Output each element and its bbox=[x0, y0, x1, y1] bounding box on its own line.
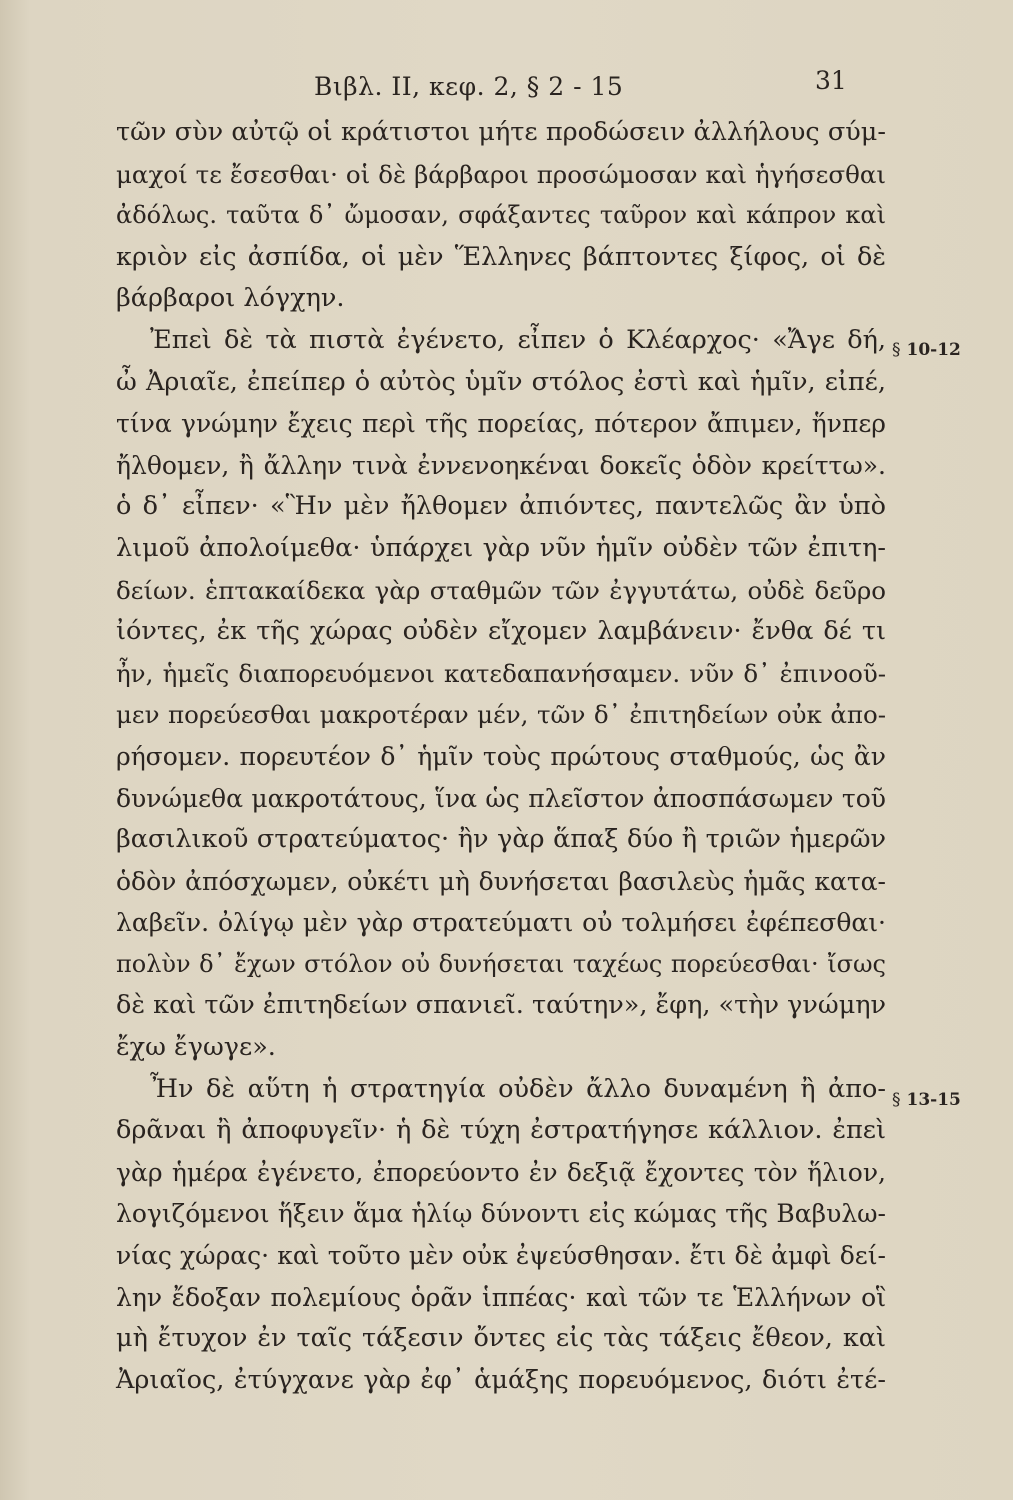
text-line: βάρβαροι λόγχην. bbox=[116, 283, 345, 314]
text-line: μὴ ἔτυχον ἐν ταῖς τάξεσιν ὄντες εἰς τὰς τάξεις ἔθεον, καὶ bbox=[116, 1323, 886, 1354]
text-line: βασιλικοῦ στρατεύματος· ἢν γὰρ ἅπαξ δύο ἢ τριῶν ἡμερῶν bbox=[116, 824, 886, 855]
text-line: λαβεῖν. ὀλίγῳ μὲν γὰρ στρατεύματι οὐ τολμήσει ἐφέπεσθαι· bbox=[116, 908, 886, 938]
text-line: δρᾶναι ἢ ἀποφυγεῖν· ἡ δὲ τύχη ἐστρατήγησε κάλλιον. ἐπεὶ bbox=[116, 1115, 886, 1146]
text-line: λογιζόμενοι ἥξειν ἅμα ἡλίῳ δύνοντι εἰς κώμας τῆς Βαβυλω- bbox=[116, 1199, 886, 1229]
text-line: ἰόντες, ἐκ τῆς χώρας οὐδὲν εἴχομεν λαμβάνειν· ἔνθα δέ τι bbox=[116, 616, 886, 647]
text-line: ὁ δ᾽ εἶπεν· «Ἣν μὲν ἤλθομεν ἀπιόντες, παντελῶς ἂν ὑπὸ bbox=[116, 491, 886, 522]
margin-section-ref bbox=[892, 340, 961, 360]
text-line: Ἦν δὲ αὕτη ἡ στρατηγία οὐδὲν ἄλλο δυναμένη ἢ ἀπο- bbox=[150, 1073, 886, 1104]
text-line: μεν πορεύεσθαι μακροτέραν μέν, τῶν δ᾽ ἐπιτηδείων οὐκ ἀπο- bbox=[116, 700, 886, 730]
text-line: ἀδόλως. ταῦτα δ᾽ ὤμοσαν, σφάξαντες ταῦρον καὶ κάπρον καὶ bbox=[116, 201, 886, 230]
text-line: Ἐπεὶ δὲ τὰ πιστὰ ἐγένετο, εἶπεν ὁ Κλέαρχος· «Ἄγε δή, bbox=[150, 324, 886, 355]
text-line: δὲ καὶ τῶν ἐπιτηδείων σπανιεῖ. ταύτην», ἔφη, «τὴν γνώμην bbox=[116, 990, 887, 1021]
text-line: δείων. ἑπτακαίδεκα γὰρ σταθμῶν τῶν ἐγγυτάτω, οὐδὲ δεῦρο bbox=[116, 575, 886, 605]
page-number: 31 bbox=[815, 66, 847, 95]
section-range: 13-15 bbox=[906, 1090, 961, 1110]
running-head: Βιβλ. II, κεφ. 2, § 2 - 15 bbox=[314, 72, 624, 101]
text-line: ρήσομεν. πορευτέον δ᾽ ἡμῖν τοὺς πρώτους σταθμούς, ὡς ἂν bbox=[116, 741, 886, 771]
text-line: ὦ Ἀριαῖε, ἐπείπερ ὁ αὐτὸς ὑμῖν στόλος ἐστὶ καὶ ἡμῖν, εἰπέ, bbox=[116, 366, 886, 397]
text-line: πολὺν δ᾽ ἔχων στόλον οὐ δυνήσεται ταχέως πορεύεσθαι· ἴσως bbox=[116, 949, 886, 978]
page-header bbox=[0, 66, 1013, 108]
text-line: λιμοῦ ἀπολοίμεθα· ὑπάρχει γὰρ νῦν ἡμῖν οὐδὲν τῶν ἐπιτη- bbox=[116, 532, 886, 563]
text-line: τῶν σὺν αὐτῷ οἱ κράτιστοι μήτε προδώσειν ἀλλήλους σύμ- bbox=[116, 117, 886, 147]
text-line: νίας χώρας· καὶ τοῦτο μὲν οὐκ ἐψεύσθησαν. ἔτι δὲ ἀμφὶ δεί- bbox=[116, 1241, 886, 1271]
text-line: γὰρ ἡμέρα ἐγένετο, ἐπορεύοντο ἐν δεξιᾷ ἔχοντες τὸν ἥλιον, bbox=[116, 1157, 886, 1187]
text-line: λην ἔδοξαν πολεμίους ὁρᾶν ἱππέας· καὶ τῶν τε Ἑλλήνων οἳ bbox=[116, 1282, 886, 1312]
text-line: ἔχω ἔγωγε». bbox=[116, 1032, 276, 1063]
body-text bbox=[116, 112, 886, 1401]
text-line: ὁδὸν ἀπόσχωμεν, οὐκέτι μὴ δυνήσεται βασιλεὺς ἡμᾶς κατα- bbox=[116, 866, 886, 896]
text-line: ἦν, ἡμεῖς διαπορευόμενοι κατεδαπανήσαμεν. νῦν δ᾽ ἐπινοοῦ- bbox=[116, 658, 886, 688]
text-line: μαχοί τε ἔσεσθαι· οἱ δὲ βάρβαροι προσώμοσαν καὶ ἡγήσεσθαι bbox=[116, 159, 886, 189]
text-line: Ἀριαῖος, ἐτύγχανε γὰρ ἐφ᾽ ἁμάξης πορευόμενος, διότι ἐτέ- bbox=[116, 1364, 886, 1395]
section-symbol: § bbox=[892, 1090, 901, 1110]
section-symbol: § bbox=[892, 340, 901, 360]
margin-section-ref bbox=[892, 1090, 961, 1110]
text-line: ἤλθομεν, ἢ ἄλλην τινὰ ἐννενοηκέναι δοκεῖς ὁδὸν κρείττω». bbox=[116, 450, 886, 480]
text-line: τίνα γνώμην ἔχεις περὶ τῆς πορείας, πότερον ἄπιμεν, ἥνπερ bbox=[116, 409, 886, 439]
section-range: 10-12 bbox=[906, 340, 961, 360]
text-line: δυνώμεθα μακροτάτους, ἵνα ὡς πλεῖστον ἀποσπάσωμεν τοῦ bbox=[116, 783, 886, 813]
text-line: κριὸν εἰς ἀσπίδα, οἱ μὲν Ἕλληνες βάπτοντες ξίφος, οἱ δὲ bbox=[116, 241, 886, 272]
